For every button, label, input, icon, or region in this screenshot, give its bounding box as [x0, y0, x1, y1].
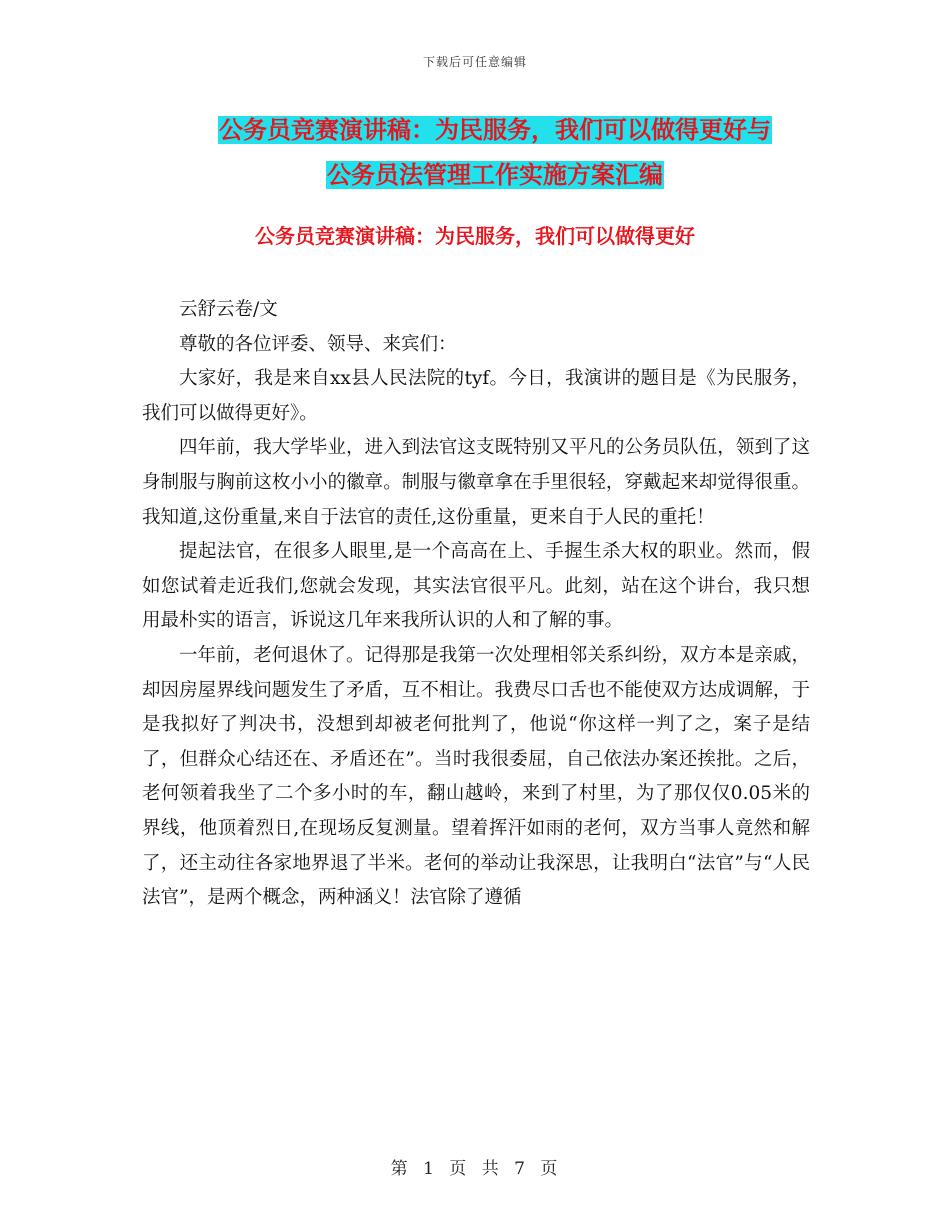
document-body: [142, 293, 810, 916]
main-title-line-1: [0, 108, 950, 153]
main-title-line-1-text: 公务员竞赛演讲稿：为民服务，我们可以做得更好与: [219, 116, 771, 144]
paragraph-four-years-ago: 四年前，我大学毕业，进入到法官这支既特别又平凡的公务员队伍，领到了这身制服与胸前这枚小小的徽章。制服与徽章拿在手里很轻，穿戴起来却觉得很重。我知道,这份重量,来自于法官的责任,这份重量，更来自于人民的重托！: [142, 437, 810, 528]
paragraph-intro: 大家好，我是来自xx县人民法院的tyf。今日，我演讲的题目是《为民服务，我们可以做得更好》。: [142, 368, 810, 424]
author-line: 云舒云卷/文: [179, 299, 278, 320]
paragraph-greeting: 尊敬的各位评委、领导、来宾们：: [179, 333, 457, 355]
paragraph-old-he: 一年前，老何退休了。记得那是我第一次处理相邻关系纠纷，双方本是亲戚，却因房屋界线问题发生了矛盾，互不相让。我费尽口舌也不能使双方达成调解，于是我拟好了判决书，没想到却被老何批判了，他说“你这样一判了之，案子是结了，但群众心结还在、矛盾还在”。当时我很委屈，自己依法办案还挨批。之后，老何领着我坐了二个多小时的车，翻山越岭，来到了村里，为了那仅仅0.05米的界线，他顶着烈日,在现场反复测量。望着挥汗如雨的老何，双方当事人竟然和解了，还主动往各家地界退了半米。老何的举动让我深思，让我明白“法官”与“人民法官”，是两个概念，两种涵义！法官除了遵循: [142, 644, 810, 909]
paragraph-judge-ordinary: 提起法官，在很多人眼里,是一个高高在上、手握生杀大权的职业。然而，假如您试着走近我们,您就会发现，其实法官很平凡。此刻，站在这个讲台，我只想用最朴实的语言，诉说这几年来我所认识的人和了解的事。: [142, 541, 810, 632]
main-title-line-2-text: 公务员法管理工作实施方案汇编: [327, 161, 663, 189]
document-main-title: [0, 108, 950, 198]
page-footer: 第 1 页 共 7 页: [390, 1159, 560, 1179]
main-title-line-2: [0, 153, 950, 198]
section-title: 公务员竞赛演讲稿：为民服务，我们可以做得更好: [255, 224, 695, 248]
header-note: 下载后可任意编辑: [422, 55, 527, 69]
